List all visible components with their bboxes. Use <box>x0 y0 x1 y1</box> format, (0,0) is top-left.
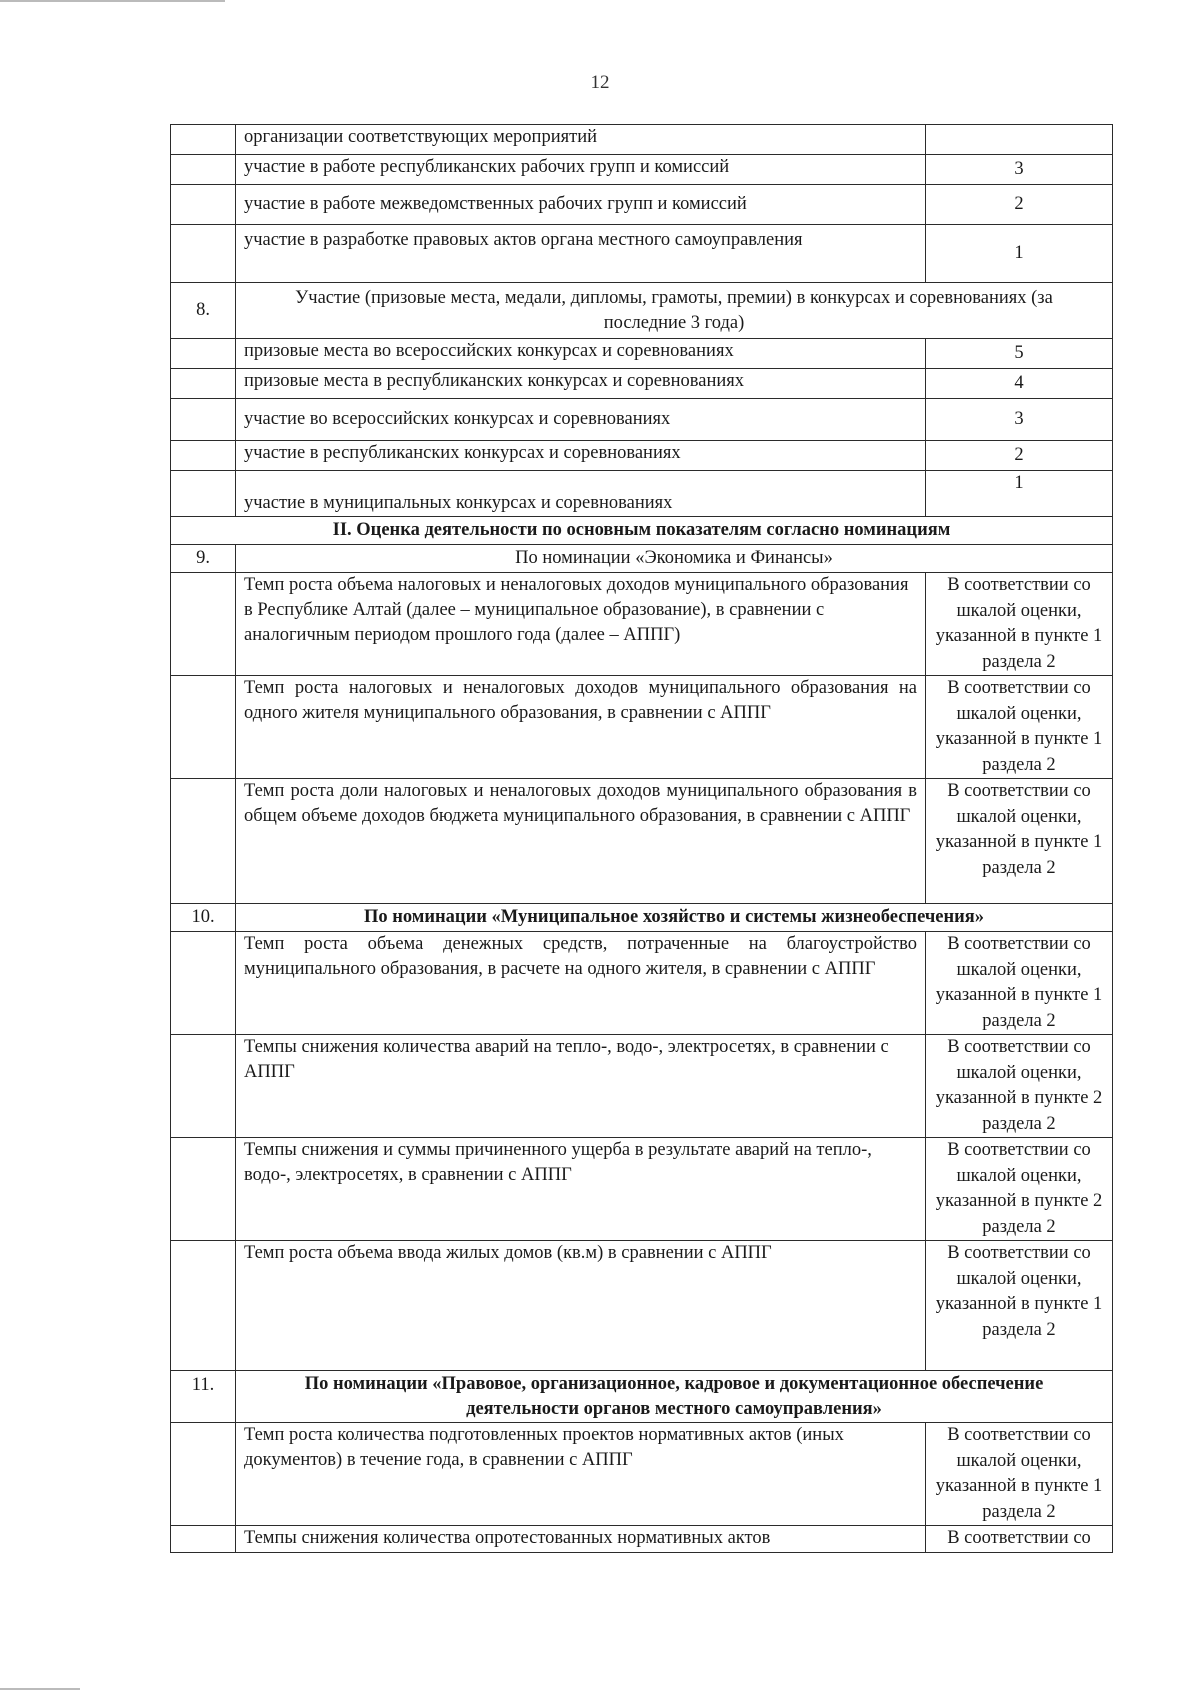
scan-edge-bottom <box>0 1688 80 1690</box>
score-cell: В соответствии со шкалой оценки, указанной в пункте 2 раздела 2 <box>926 1035 1113 1138</box>
table-row <box>171 399 1113 441</box>
score-cell: 1 <box>926 225 1113 283</box>
page-number: 12 <box>590 72 610 93</box>
score-cell: В соответствии со шкалой оценки, указанной в пункте 2 раздела 2 <box>926 1138 1113 1241</box>
row-number-cell <box>171 185 236 225</box>
table-row <box>171 1138 1113 1241</box>
score-cell: В соответствии со шкалой оценки, указанной в пункте 1 раздела 2 <box>926 932 1113 1035</box>
score-cell: 4 <box>926 369 1113 399</box>
empty-number-cell <box>171 339 236 369</box>
empty-number-cell <box>171 441 236 471</box>
criterion-text: Темпы снижения количества опротестованных нормативных актов <box>236 1526 926 1553</box>
criterion-text: Темп роста объема денежных средств, потраченные на благоустройство муниципального образования, в расчете на одного жителя, в сравнении с АППГ <box>236 932 926 1035</box>
table-row <box>171 369 1113 399</box>
section-10-heading-row <box>171 904 1113 932</box>
criterion-text: организации соответствующих мероприятий <box>236 125 926 155</box>
row-number-cell <box>171 125 236 155</box>
row-number-cell <box>171 155 236 185</box>
score-cell: В соответствии со <box>926 1526 1113 1553</box>
section-heading: По номинации «Муниципальное хозяйство и системы жизнеобеспечения» <box>236 904 1113 932</box>
empty-number-cell <box>171 676 236 779</box>
scan-edge-top <box>0 0 225 2</box>
criterion-text: призовые места в республиканских конкурсах и соревнованиях <box>236 369 926 399</box>
criterion-text: участие в работе республиканских рабочих групп и комиссий <box>236 155 926 185</box>
row-number-cell <box>171 225 236 283</box>
empty-number-cell <box>171 779 236 904</box>
table-row <box>171 339 1113 369</box>
table-row <box>171 225 1113 283</box>
table-row <box>171 441 1113 471</box>
part-2-heading: II. Оценка деятельности по основным показателям согласно номинациям <box>171 517 1113 545</box>
empty-number-cell <box>171 1035 236 1138</box>
score-cell: 1 <box>926 471 1113 517</box>
criterion-text: призовые места во всероссийских конкурсах и соревнованиях <box>236 339 926 369</box>
empty-number-cell <box>171 1138 236 1241</box>
criterion-text: участие в разработке правовых актов органа местного самоуправления <box>236 225 926 283</box>
criterion-text: Темп роста объема ввода жилых домов (кв.м) в сравнении с АППГ <box>236 1241 926 1371</box>
empty-number-cell <box>171 573 236 676</box>
section-heading: По номинации «Экономика и Финансы» <box>236 545 1113 573</box>
empty-number-cell <box>171 471 236 517</box>
criterion-text: Темпы снижения и суммы причиненного ущерба в результате аварий на тепло-, водо-, электросетях, в сравнении с АППГ <box>236 1138 926 1241</box>
table-row <box>171 779 1113 904</box>
section-heading: По номинации «Правовое, организационное, кадровое и документационное обеспечение деятельности органов местного самоуправления» <box>236 1371 1113 1423</box>
score-cell: 2 <box>926 185 1113 225</box>
criterion-text: Темп роста количества подготовленных проектов нормативных актов (иных документов) в течение года, в сравнении с АППГ <box>236 1423 926 1526</box>
table-row <box>171 1423 1113 1526</box>
table-row <box>171 1241 1113 1371</box>
criterion-text: Темп роста доли налоговых и неналоговых доходов муниципального образования в общем объеме доходов бюджета муниципального образования, в сравнении с АППГ <box>236 779 926 904</box>
table-row <box>171 185 1113 225</box>
criterion-text: Темп роста объема налоговых и неналоговых доходов муниципального образования в Республике Алтай (далее – муниципальное образование), в сравнении с аналогичным периодом прошлого года (далее – АППГ) <box>236 573 926 676</box>
score-cell: В соответствии со шкалой оценки, указанной в пункте 1 раздела 2 <box>926 676 1113 779</box>
table-row <box>171 155 1113 185</box>
empty-number-cell <box>171 1241 236 1371</box>
criterion-text: участие в республиканских конкурсах и соревнованиях <box>236 441 926 471</box>
score-cell: 3 <box>926 399 1113 441</box>
criterion-text: участие во всероссийских конкурсах и соревнованиях <box>236 399 926 441</box>
section-number: 9. <box>171 545 236 573</box>
section-number: 11. <box>171 1371 236 1423</box>
score-cell: 2 <box>926 441 1113 471</box>
score-cell: 5 <box>926 339 1113 369</box>
score-cell: В соответствии со шкалой оценки, указанной в пункте 1 раздела 2 <box>926 573 1113 676</box>
section-heading: Участие (призовые места, медали, дипломы, грамоты, премии) в конкурсах и соревнованиях (за последние 3 года) <box>236 283 1113 339</box>
table-row <box>171 1035 1113 1138</box>
score-cell: В соответствии со шкалой оценки, указанной в пункте 1 раздела 2 <box>926 1241 1113 1371</box>
section-8-heading-row <box>171 283 1113 339</box>
score-cell <box>926 125 1113 155</box>
section-number: 8. <box>171 283 236 339</box>
score-cell: В соответствии со шкалой оценки, указанной в пункте 1 раздела 2 <box>926 779 1113 904</box>
table-row <box>171 471 1113 517</box>
empty-number-cell <box>171 369 236 399</box>
part-2-heading-row <box>171 517 1113 545</box>
table-row <box>171 1526 1113 1553</box>
table-row <box>171 573 1113 676</box>
score-cell: В соответствии со шкалой оценки, указанной в пункте 1 раздела 2 <box>926 1423 1113 1526</box>
section-11-heading-row <box>171 1371 1113 1423</box>
criterion-text: участие в работе межведомственных рабочих групп и комиссий <box>236 185 926 225</box>
table-row <box>171 125 1113 155</box>
section-9-heading-row <box>171 545 1113 573</box>
table-row <box>171 932 1113 1035</box>
criterion-text: участие в муниципальных конкурсах и соревнованиях <box>236 471 926 517</box>
criterion-text: Темпы снижения количества аварий на тепло-, водо-, электросетях, в сравнении с АППГ <box>236 1035 926 1138</box>
empty-number-cell <box>171 932 236 1035</box>
criteria-table <box>170 124 1113 1553</box>
section-number: 10. <box>171 904 236 932</box>
empty-number-cell <box>171 1423 236 1526</box>
score-cell: 3 <box>926 155 1113 185</box>
empty-number-cell <box>171 399 236 441</box>
table-row <box>171 676 1113 779</box>
criterion-text: Темп роста налоговых и неналоговых доходов муниципального образования на одного жителя муниципального образования, в сравнении с АППГ <box>236 676 926 779</box>
empty-number-cell <box>171 1526 236 1553</box>
